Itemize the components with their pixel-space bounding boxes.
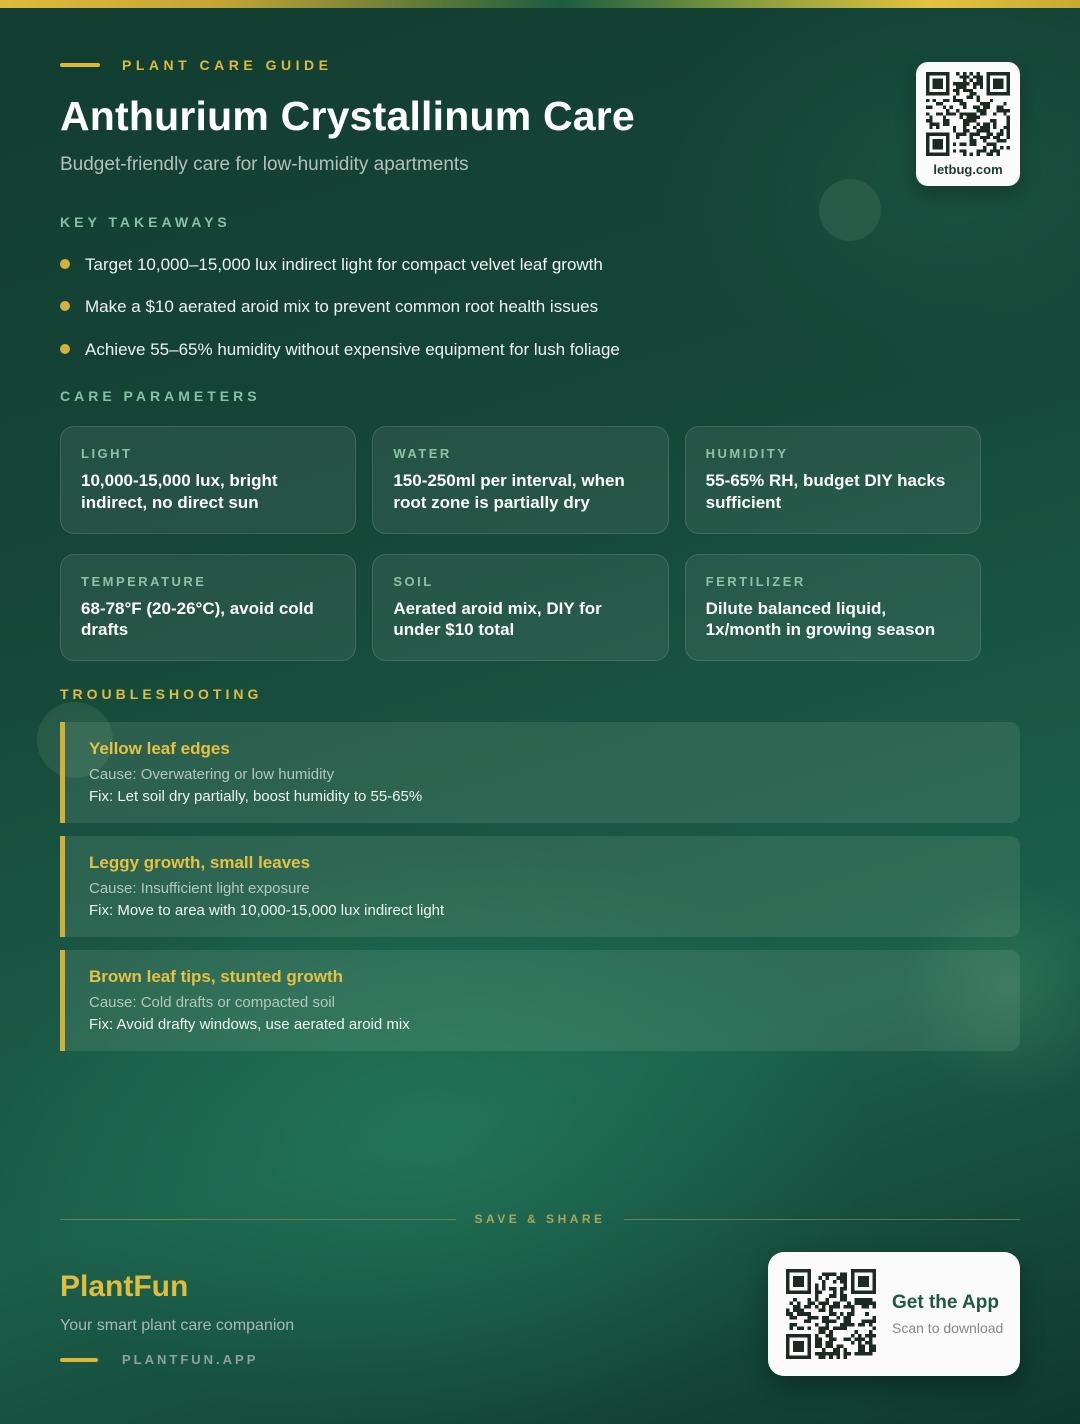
takeaway-text: Target 10,000–15,000 lux indirect light for compact velvet leaf growth xyxy=(85,255,603,274)
troubleshooting-cause: Cause: Cold drafts or compacted soil xyxy=(89,994,335,1011)
care-card-value: 10,000-15,000 lux, bright indirect, no direct sun xyxy=(81,471,278,512)
care-card-value: 55-65% RH, budget DIY hacks sufficient xyxy=(705,471,946,512)
care-card-humidity xyxy=(685,426,981,534)
save-share-label: SAVE & SHARE xyxy=(474,1212,606,1226)
troubleshooting-fix: Fix: Move to area with 10,000-15,000 lux indirect light xyxy=(89,902,445,919)
get-the-app-title: Get the App xyxy=(892,1292,999,1313)
app-card-text xyxy=(892,1292,1003,1336)
care-card-temperature xyxy=(60,554,356,662)
site-accent-line xyxy=(60,1358,98,1362)
troubleshooting-item xyxy=(60,722,1020,823)
takeaway-item xyxy=(60,254,820,275)
get-the-app-card xyxy=(768,1252,1020,1376)
page-title: Anthurium Crystallinum Care xyxy=(60,93,635,139)
care-card-value: Aerated aroid mix, DIY for under $10 total xyxy=(393,598,602,640)
troubleshooting-section xyxy=(60,686,1020,1051)
qr-code-icon xyxy=(786,1269,876,1359)
site-url-label: PLANTFUN.APP xyxy=(122,1352,259,1367)
troubleshooting-title: Brown leaf tips, stunted growth xyxy=(89,967,344,986)
eyebrow-label: PLANT CARE GUIDE xyxy=(122,57,333,73)
scan-to-download-label: Scan to download xyxy=(892,1320,1004,1336)
eyebrow-accent-line xyxy=(60,63,100,67)
care-card-fertilizer xyxy=(685,554,981,662)
troubleshooting-item xyxy=(60,950,1020,1051)
background-circle-decoration xyxy=(819,179,881,241)
brand-logo-text: PlantFun xyxy=(60,1270,189,1303)
troubleshooting-title: Leggy growth, small leaves xyxy=(89,853,311,872)
troubleshooting-cause: Cause: Insufficient light exposure xyxy=(89,880,310,897)
takeaway-text: Achieve 55–65% humidity without expensive equipment for lush foliage xyxy=(85,339,620,359)
troubleshooting-list xyxy=(60,722,1020,1051)
care-card-value: 150-250ml per interval, when root zone is partially dry xyxy=(393,471,625,512)
troubleshooting-title: Yellow leaf edges xyxy=(89,739,230,758)
care-card-light xyxy=(60,426,356,534)
troubleshooting-item xyxy=(60,836,1020,937)
takeaway-item xyxy=(60,339,820,360)
bullet-dot-icon xyxy=(60,259,70,269)
care-parameters-heading: CARE PARAMETERS xyxy=(60,388,261,404)
qr-website-label: letbug.com xyxy=(933,162,1003,177)
care-card-label: FERTILIZER xyxy=(705,573,806,589)
key-takeaways-section xyxy=(60,214,820,381)
troubleshooting-fix: Fix: Let soil dry partially, boost humidity to 55-65% xyxy=(89,788,423,805)
bullet-dot-icon xyxy=(60,301,70,311)
divider-line xyxy=(624,1219,1020,1220)
qr-code-icon xyxy=(926,72,1010,156)
top-accent-bar xyxy=(0,0,1080,8)
key-takeaways-heading: KEY TAKEAWAYS xyxy=(60,214,231,230)
care-card-label: SOIL xyxy=(393,573,434,589)
page-subtitle: Budget-friendly care for low-humidity apartments xyxy=(60,154,469,175)
care-card-value: 68-78°F (20-26°C), avoid cold drafts xyxy=(81,598,314,640)
takeaway-text: Make a $10 aerated aroid mix to prevent common root health issues xyxy=(85,297,599,317)
save-share-divider xyxy=(60,1212,1020,1226)
care-card-label: HUMIDITY xyxy=(705,446,789,461)
care-card-label: WATER xyxy=(393,446,452,461)
header xyxy=(60,57,840,176)
care-card-label: TEMPERATURE xyxy=(81,573,207,589)
troubleshooting-cause: Cause: Overwatering or low humidity xyxy=(89,766,335,783)
takeaway-item xyxy=(60,296,820,317)
care-card-value: Dilute balanced liquid, 1x/month in growing season xyxy=(705,598,936,640)
care-card-grid xyxy=(60,426,981,661)
takeaway-list xyxy=(60,254,820,360)
site-row xyxy=(60,1352,580,1367)
care-card-soil xyxy=(372,554,668,662)
footer xyxy=(60,1270,580,1367)
troubleshooting-heading: TROUBLESHOOTING xyxy=(60,686,263,702)
troubleshooting-fix: Fix: Avoid drafty windows, use aerated aroid mix xyxy=(89,1016,410,1033)
care-parameters-section xyxy=(60,388,981,661)
eyebrow xyxy=(60,57,840,73)
bullet-dot-icon xyxy=(60,344,70,354)
care-card-label: LIGHT xyxy=(81,446,133,461)
qr-card-website xyxy=(916,62,1020,186)
divider-line xyxy=(60,1219,456,1220)
brand-tagline: Your smart plant care companion xyxy=(60,1317,295,1334)
care-card-water xyxy=(372,426,668,534)
